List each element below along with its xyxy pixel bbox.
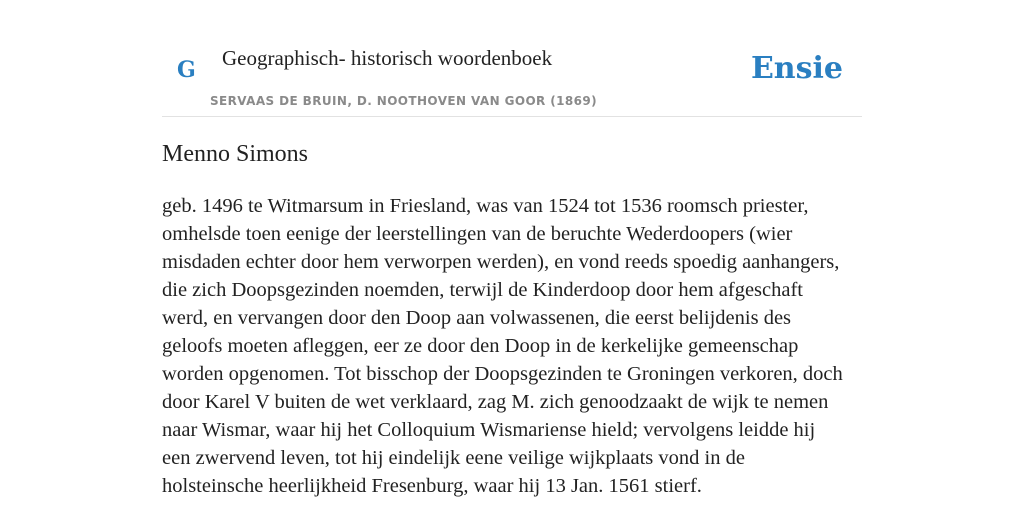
entry-body-line: geloofs moeten afleggen, eer ze door den Doop in de kerkelijke gemeenschap	[162, 335, 799, 357]
entry-body-line: die zich Doopsgezinden noemden, terwijl de Kinderdoop door hem afgeschaft	[162, 279, 803, 301]
entry-body-line: geb. 1496 te Witmarsum in Friesland, was van 1524 tot 1536 roomsch priester,	[162, 195, 809, 217]
entry-body-line: naar Wismar, waar hij het Colloquium Wismariense hield; vervolgens leidde hij	[162, 419, 816, 441]
entry-body-line: misdaden echter door hem verworpen werden), en vond reeds spoedig aanhangers,	[162, 251, 840, 273]
book-author: SERVAAS DE BRUIN, D. NOOTHOVEN VAN GOOR (1869)	[210, 94, 598, 108]
entry-body-line: omhelsde toen eenige der leerstellingen van de beruchte Wederdoopers (wier	[162, 223, 793, 245]
ensie-logo-link[interactable]: Ensie	[750, 51, 843, 86]
entry-body-line: holsteinsche heerlijkheid Fresenburg, waar hij 13 Jan. 1561 stierf.	[162, 475, 702, 497]
entry-body-line: worden opgenomen. Tot bisschop der Doopsgezinden te Groningen verkoren, doch	[162, 363, 843, 385]
book-title-link[interactable]: Geographisch- historisch woordenboek	[222, 46, 553, 70]
entry-body	[162, 192, 866, 500]
entry-title: Menno Simons	[162, 141, 309, 167]
letter-index-link[interactable]: G	[177, 57, 196, 83]
entry-body-line: werd, en vervangen door den Doop aan volwassenen, die eerst belijdenis des	[162, 307, 792, 329]
entry-body-line: door Karel V buiten de wet verklaard, zag M. zich genoodzaakt de wijk te nemen	[162, 391, 829, 413]
book-header	[162, 0, 862, 117]
entry-body-line: een zwervend leven, tot hij eindelijk eene veilige wijkplaats vond in de	[162, 447, 745, 469]
